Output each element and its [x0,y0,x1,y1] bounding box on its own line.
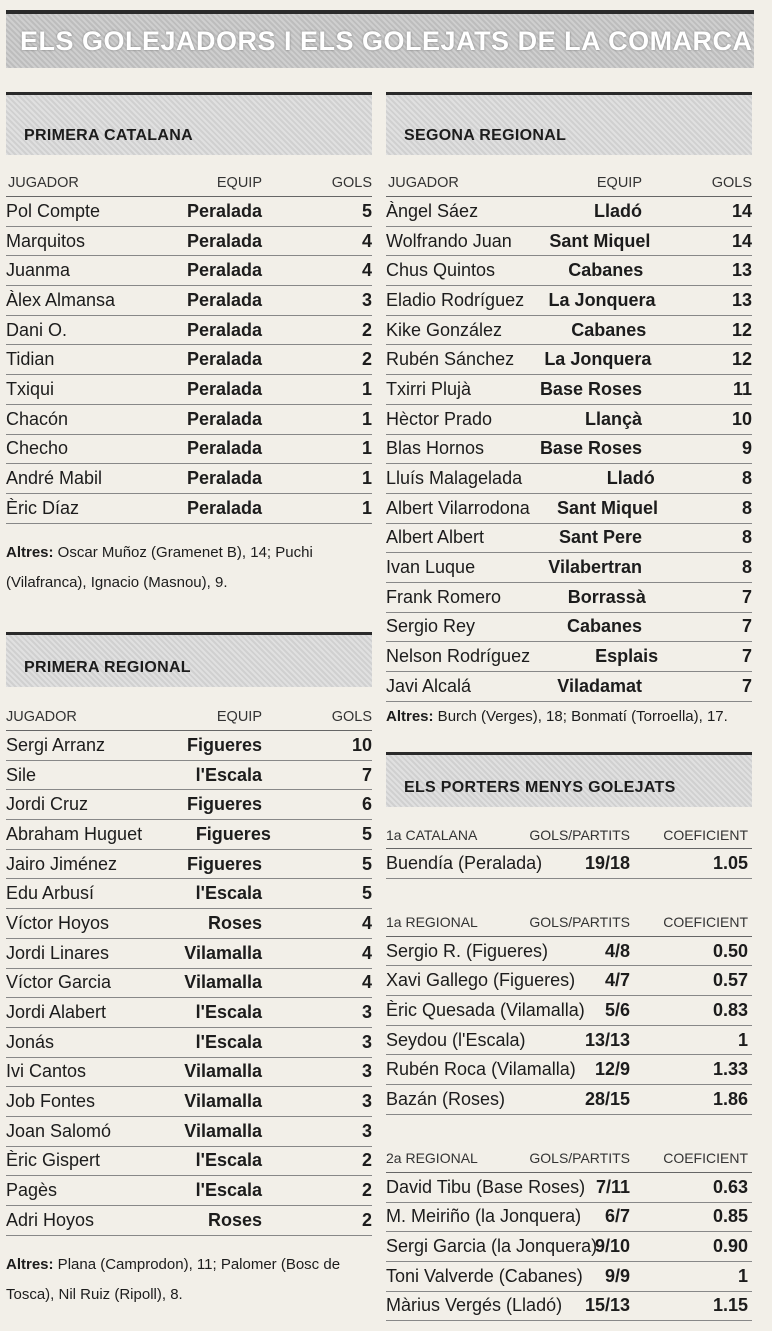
goals-count: 7 [361,764,372,785]
goals-count: 3 [361,289,372,310]
team-name: Figueres [186,853,262,874]
player-name: Tidian [6,349,55,370]
segona-regional-section [386,92,752,732]
goals-count: 4 [361,942,372,963]
header-team: EQUIP [216,708,262,725]
table-row [386,494,752,524]
goals-count: 8 [741,527,752,548]
player-name: Nelson Rodríguez [386,646,531,667]
goalkeeper-header [386,1145,752,1173]
primera-regional-section [6,632,372,1310]
team-name: Esplais [595,646,659,667]
goals-count: 2 [361,319,372,340]
others-label: Altres: [386,707,434,725]
table-row [6,969,372,999]
team-name: l'Escala [195,1002,262,1023]
goals-games: 4/7 [604,970,630,991]
player-name: André Mabil [6,468,103,489]
player-name: Jordi Cruz [6,794,89,815]
goals-count: 1 [361,497,372,518]
table-row [386,1203,752,1233]
goals-count: 14 [731,200,752,221]
header-coefficient: COEFICIENT [663,826,748,843]
goals-count: 2 [361,1209,372,1230]
coefficient: 1.15 [712,1295,748,1316]
goals-count: 10 [351,734,372,755]
table-row [6,939,372,969]
player-name: Víctor Hoyos [6,912,110,933]
player-name: Hèctor Prado [386,408,493,429]
team-name: Vilamalla [184,1061,262,1082]
player-name: Kike González [386,319,503,340]
goals-count: 2 [361,1180,372,1201]
table-row [386,256,752,286]
goalkeeper-name: Sergi Garcia (la Jonquera) [386,1236,598,1257]
table-row [386,286,752,316]
table-row [6,1058,372,1088]
team-name: Vilamalla [184,942,262,963]
team-name: Roses [207,1209,262,1230]
goalkeeper-name: Bazán (Roses) [386,1088,506,1109]
others-note [6,530,372,598]
scorers-table [386,197,752,702]
team-name: Figueres [186,734,262,755]
table-row [386,197,752,227]
team-name: Peralada [186,408,262,429]
table-header [6,703,372,731]
table-row [386,1262,752,1292]
page-title: ELS GOLEJADORS I ELS GOLEJATS DE LA COMARCA [20,26,753,56]
player-name: Àngel Sáez [386,200,479,221]
table-row [386,672,752,702]
coefficient: 0.90 [712,1236,748,1257]
goals-count: 5 [361,200,372,221]
table-row [6,761,372,791]
goals-count: 7 [741,675,752,696]
porters-section [386,752,752,1321]
table-row [386,1292,752,1322]
player-name: Txiqui [6,378,55,399]
goals-count: 9 [741,438,752,459]
team-name: La Jonquera [544,349,652,370]
goals-count: 7 [741,586,752,607]
section-header [386,92,752,155]
table-row [6,909,372,939]
team-name: l'Escala [195,1180,262,1201]
team-name: Peralada [186,497,262,518]
goals-games: 13/13 [584,1029,630,1050]
header-coefficient: COEFICIENT [663,914,748,931]
table-row [6,1087,372,1117]
others-note [6,1242,372,1310]
table-row [6,316,372,346]
header-goals-games: GOLS/PARTITS [529,826,630,843]
table-row [6,375,372,405]
goals-games: 15/13 [584,1295,630,1316]
coefficient: 1.86 [712,1088,748,1109]
goalkeeper-name: Xavi Gallego (Figueres) [386,970,576,991]
team-name: Peralada [186,319,262,340]
header-goals: GOLS [711,174,752,191]
header-goals: GOLS [331,174,372,191]
header-player: JUGADOR [388,174,459,191]
page-banner [6,10,754,68]
table-header [386,169,752,197]
goals-count: 7 [741,616,752,637]
player-name: Pol Compte [6,200,101,221]
goals-games: 5/6 [604,999,630,1020]
player-name: Jonás [6,1031,55,1052]
section-header [386,752,752,807]
team-name: Figueres [195,823,271,844]
goals-count: 13 [731,260,752,281]
player-name: Juanma [6,260,71,281]
team-name: Vilamalla [184,1091,262,1112]
player-name: Albert Vilarrodona [386,497,530,518]
player-name: Albert Albert [386,527,485,548]
group-label: 2a REGIONAL [386,1150,478,1167]
player-name: Víctor Garcia [6,972,112,993]
table-row [386,966,752,996]
table-row [6,731,372,761]
team-name: Cabanes [571,319,647,340]
player-name: Adri Hoyos [6,1209,95,1230]
team-name: Vilabertran [548,557,642,578]
player-name: Marquitos [6,230,86,251]
table-row [6,256,372,286]
goals-count: 7 [741,646,752,667]
table-row [386,1055,752,1085]
table-row [386,345,752,375]
table-row [386,1026,752,1056]
coefficient: 0.50 [712,940,748,961]
header-goals: GOLS [331,708,372,725]
goalkeeper-name: David Tibu (Base Roses) [386,1176,586,1197]
coefficient: 0.83 [712,999,748,1020]
player-name: Ivi Cantos [6,1061,87,1082]
goalkeeper-group [386,909,752,1115]
goals-count: 1 [361,438,372,459]
table-row [386,996,752,1026]
player-name: Edu Arbusí [6,883,95,904]
team-name: l'Escala [195,1150,262,1171]
primera-catalana-section [6,92,372,598]
goals-count: 8 [741,557,752,578]
goals-games: 19/18 [584,852,630,873]
player-name: Wolfrando Juan [386,230,512,251]
table-row [6,1147,372,1177]
team-name: Borrassà [567,586,646,607]
goals-count: 4 [361,972,372,993]
goalkeeper-header [386,909,752,937]
team-name: Peralada [186,200,262,221]
table-row [6,1028,372,1058]
others-label: Altres: [6,543,54,561]
header-team: EQUIP [596,174,642,191]
goals-count: 1 [361,408,372,429]
others-text: Oscar Muñoz (Gramenet B), 14; Puchi (Vilafranca), Ignacio (Masnou), 9. [6,543,313,591]
table-row [386,1173,752,1203]
goalkeeper-name: Buendía (Peralada) [386,852,543,873]
table-row [6,998,372,1028]
team-name: La Jonquera [548,289,656,310]
team-name: Peralada [186,230,262,251]
table-row [386,1232,752,1262]
team-name: Vilamalla [184,972,262,993]
player-name: Sergi Arranz [6,734,106,755]
table-row [386,405,752,435]
goals-count: 11 [732,378,752,399]
team-name: Cabanes [568,260,644,281]
table-row [386,524,752,554]
table-row [386,227,752,257]
table-row [386,553,752,583]
player-name: Rubén Sánchez [386,349,515,370]
player-name: Èric Gispert [6,1150,101,1171]
player-name: Àlex Almansa [6,289,116,310]
team-name: Roses [207,912,262,933]
coefficient: 0.85 [712,1206,748,1227]
others-label: Altres: [6,1255,54,1273]
player-name: Lluís Malagelada [386,468,523,489]
goals-count: 2 [361,1150,372,1171]
player-name: Ivan Luque [386,557,476,578]
header-coefficient: COEFICIENT [663,1150,748,1167]
scorers-table [6,731,372,1236]
coefficient: 0.63 [712,1176,748,1197]
table-row [386,613,752,643]
goals-count: 3 [361,1120,372,1141]
goalkeeper-name: Toni Valverde (Cabanes) [386,1265,583,1286]
goalkeeper-group [386,1145,752,1321]
player-name: Jordi Alabert [6,1002,107,1023]
table-row [386,849,752,879]
team-name: l'Escala [195,1031,262,1052]
table-row [6,1176,372,1206]
player-name: Abraham Huguet [6,823,143,844]
table-row [386,464,752,494]
section-header [6,92,372,155]
header-team: EQUIP [216,174,262,191]
goals-count: 4 [361,230,372,251]
goals-count: 3 [361,1002,372,1023]
group-label: 1a REGIONAL [386,914,478,931]
team-name: Sant Miquel [556,497,658,518]
goals-count: 5 [361,853,372,874]
team-name: Cabanes [566,616,642,637]
team-name: Peralada [186,468,262,489]
goalkeeper-name: M. Meiriño (la Jonquera) [386,1206,582,1227]
player-name: Job Fontes [6,1091,96,1112]
table-row [386,316,752,346]
table-header [6,169,372,197]
header-player: JUGADOR [8,174,79,191]
table-row [6,197,372,227]
player-name: Sergio Rey [386,616,476,637]
section-title: PRIMERA REGIONAL [24,659,191,676]
coefficient: 1.33 [712,1059,748,1080]
table-row [6,820,372,850]
goals-count: 8 [741,497,752,518]
table-row [6,227,372,257]
table-row [6,286,372,316]
section-title: ELS PORTERS MENYS GOLEJATS [404,779,676,796]
player-name: Chus Quintos [386,260,496,281]
team-name: Base Roses [539,378,642,399]
goals-games: 6/7 [604,1206,630,1227]
goalkeeper-name: Rubén Roca (Vilamalla) [386,1059,576,1080]
team-name: Sant Pere [558,527,642,548]
team-name: Peralada [186,260,262,281]
player-name: Chacón [6,408,69,429]
header-player: JUGADOR [6,708,77,725]
goals-games: 12/9 [594,1059,630,1080]
table-row [6,464,372,494]
goalkeeper-group [386,821,752,879]
others-text: Burch (Verges), 18; Bonmatí (Torroella), 17. [433,707,728,725]
table-row [386,1085,752,1115]
player-name: Sile [6,764,37,785]
group-label: 1a CATALANA [386,826,478,843]
team-name: Peralada [186,378,262,399]
table-row [6,494,372,524]
table-row [6,345,372,375]
team-name: l'Escala [195,764,262,785]
goals-count: 5 [361,883,372,904]
coefficient: 1 [737,1029,748,1050]
section-title: SEGONA REGIONAL [404,127,567,144]
goals-count: 4 [361,912,372,933]
goals-count: 3 [361,1061,372,1082]
table-row [6,850,372,880]
player-name: Pagès [6,1180,58,1201]
team-name: Lladó [594,200,642,221]
goals-count: 12 [731,349,752,370]
player-name: Jordi Linares [6,942,110,963]
others-text: Plana (Camprodon), 11; Palomer (Bosc de Tosca), Nil Ruiz (Ripoll), 8. [6,1255,341,1303]
goals-count: 12 [731,319,752,340]
player-name: Checho [6,438,69,459]
goals-count: 8 [741,468,752,489]
team-name: Llançà [585,408,643,429]
table-row [386,583,752,613]
player-name: Javi Alcalá [386,675,472,696]
table-row [6,1206,372,1236]
goals-count: 1 [361,468,372,489]
scorers-table [6,197,372,524]
goals-games: 7/11 [595,1176,630,1197]
player-name: Joan Salomó [6,1120,112,1141]
table-row [6,405,372,435]
player-name: Frank Romero [386,586,502,607]
team-name: Viladamat [557,675,642,696]
others-note [386,702,752,732]
team-name: Peralada [186,289,262,310]
team-name: Vilamalla [184,1120,262,1141]
player-name: Dani O. [6,319,68,340]
player-name: Jairo Jiménez [6,853,118,874]
team-name: Peralada [186,438,262,459]
table-row [6,1117,372,1147]
goalkeeper-name: Sergio R. (Figueres) [386,940,549,961]
coefficient: 1 [737,1265,748,1286]
team-name: Figueres [186,794,262,815]
player-name: Eladio Rodríguez [386,289,525,310]
table-row [6,790,372,820]
table-row [386,642,752,672]
goalkeeper-name: Màrius Vergés (Lladó) [386,1295,563,1316]
player-name: Blas Hornos [386,438,485,459]
goalkeeper-header [386,821,752,849]
goals-games: 9/9 [604,1265,630,1286]
coefficient: 0.57 [712,970,748,991]
table-row [386,375,752,405]
goals-games: 9/10 [594,1236,630,1257]
coefficient: 1.05 [712,852,748,873]
player-name: Txirri Plujà [386,378,472,399]
table-row [386,435,752,465]
goalkeepers-tables [386,821,752,1321]
goals-count: 13 [731,289,752,310]
goals-count: 6 [361,794,372,815]
table-row [386,937,752,967]
goals-count: 5 [361,823,372,844]
header-goals-games: GOLS/PARTITS [529,914,630,931]
goals-count: 3 [361,1031,372,1052]
goalkeeper-name: Seydou (l'Escala) [386,1029,526,1050]
section-title: PRIMERA CATALANA [24,127,193,144]
section-header [6,632,372,687]
goals-games: 4/8 [604,940,630,961]
goals-count: 14 [731,230,752,251]
team-name: Peralada [186,349,262,370]
goals-count: 2 [361,349,372,370]
goals-count: 10 [731,408,752,429]
team-name: Base Roses [539,438,642,459]
goals-count: 4 [361,260,372,281]
table-row [6,879,372,909]
player-name: Èric Díaz [6,497,80,518]
team-name: Lladó [606,468,655,489]
goals-games: 28/15 [584,1088,630,1109]
table-row [6,435,372,465]
header-goals-games: GOLS/PARTITS [529,1150,630,1167]
goals-count: 3 [361,1091,372,1112]
team-name: Sant Miquel [549,230,651,251]
team-name: l'Escala [195,883,262,904]
goals-count: 1 [361,378,372,399]
goalkeeper-name: Èric Quesada (Vilamalla) [386,999,585,1020]
